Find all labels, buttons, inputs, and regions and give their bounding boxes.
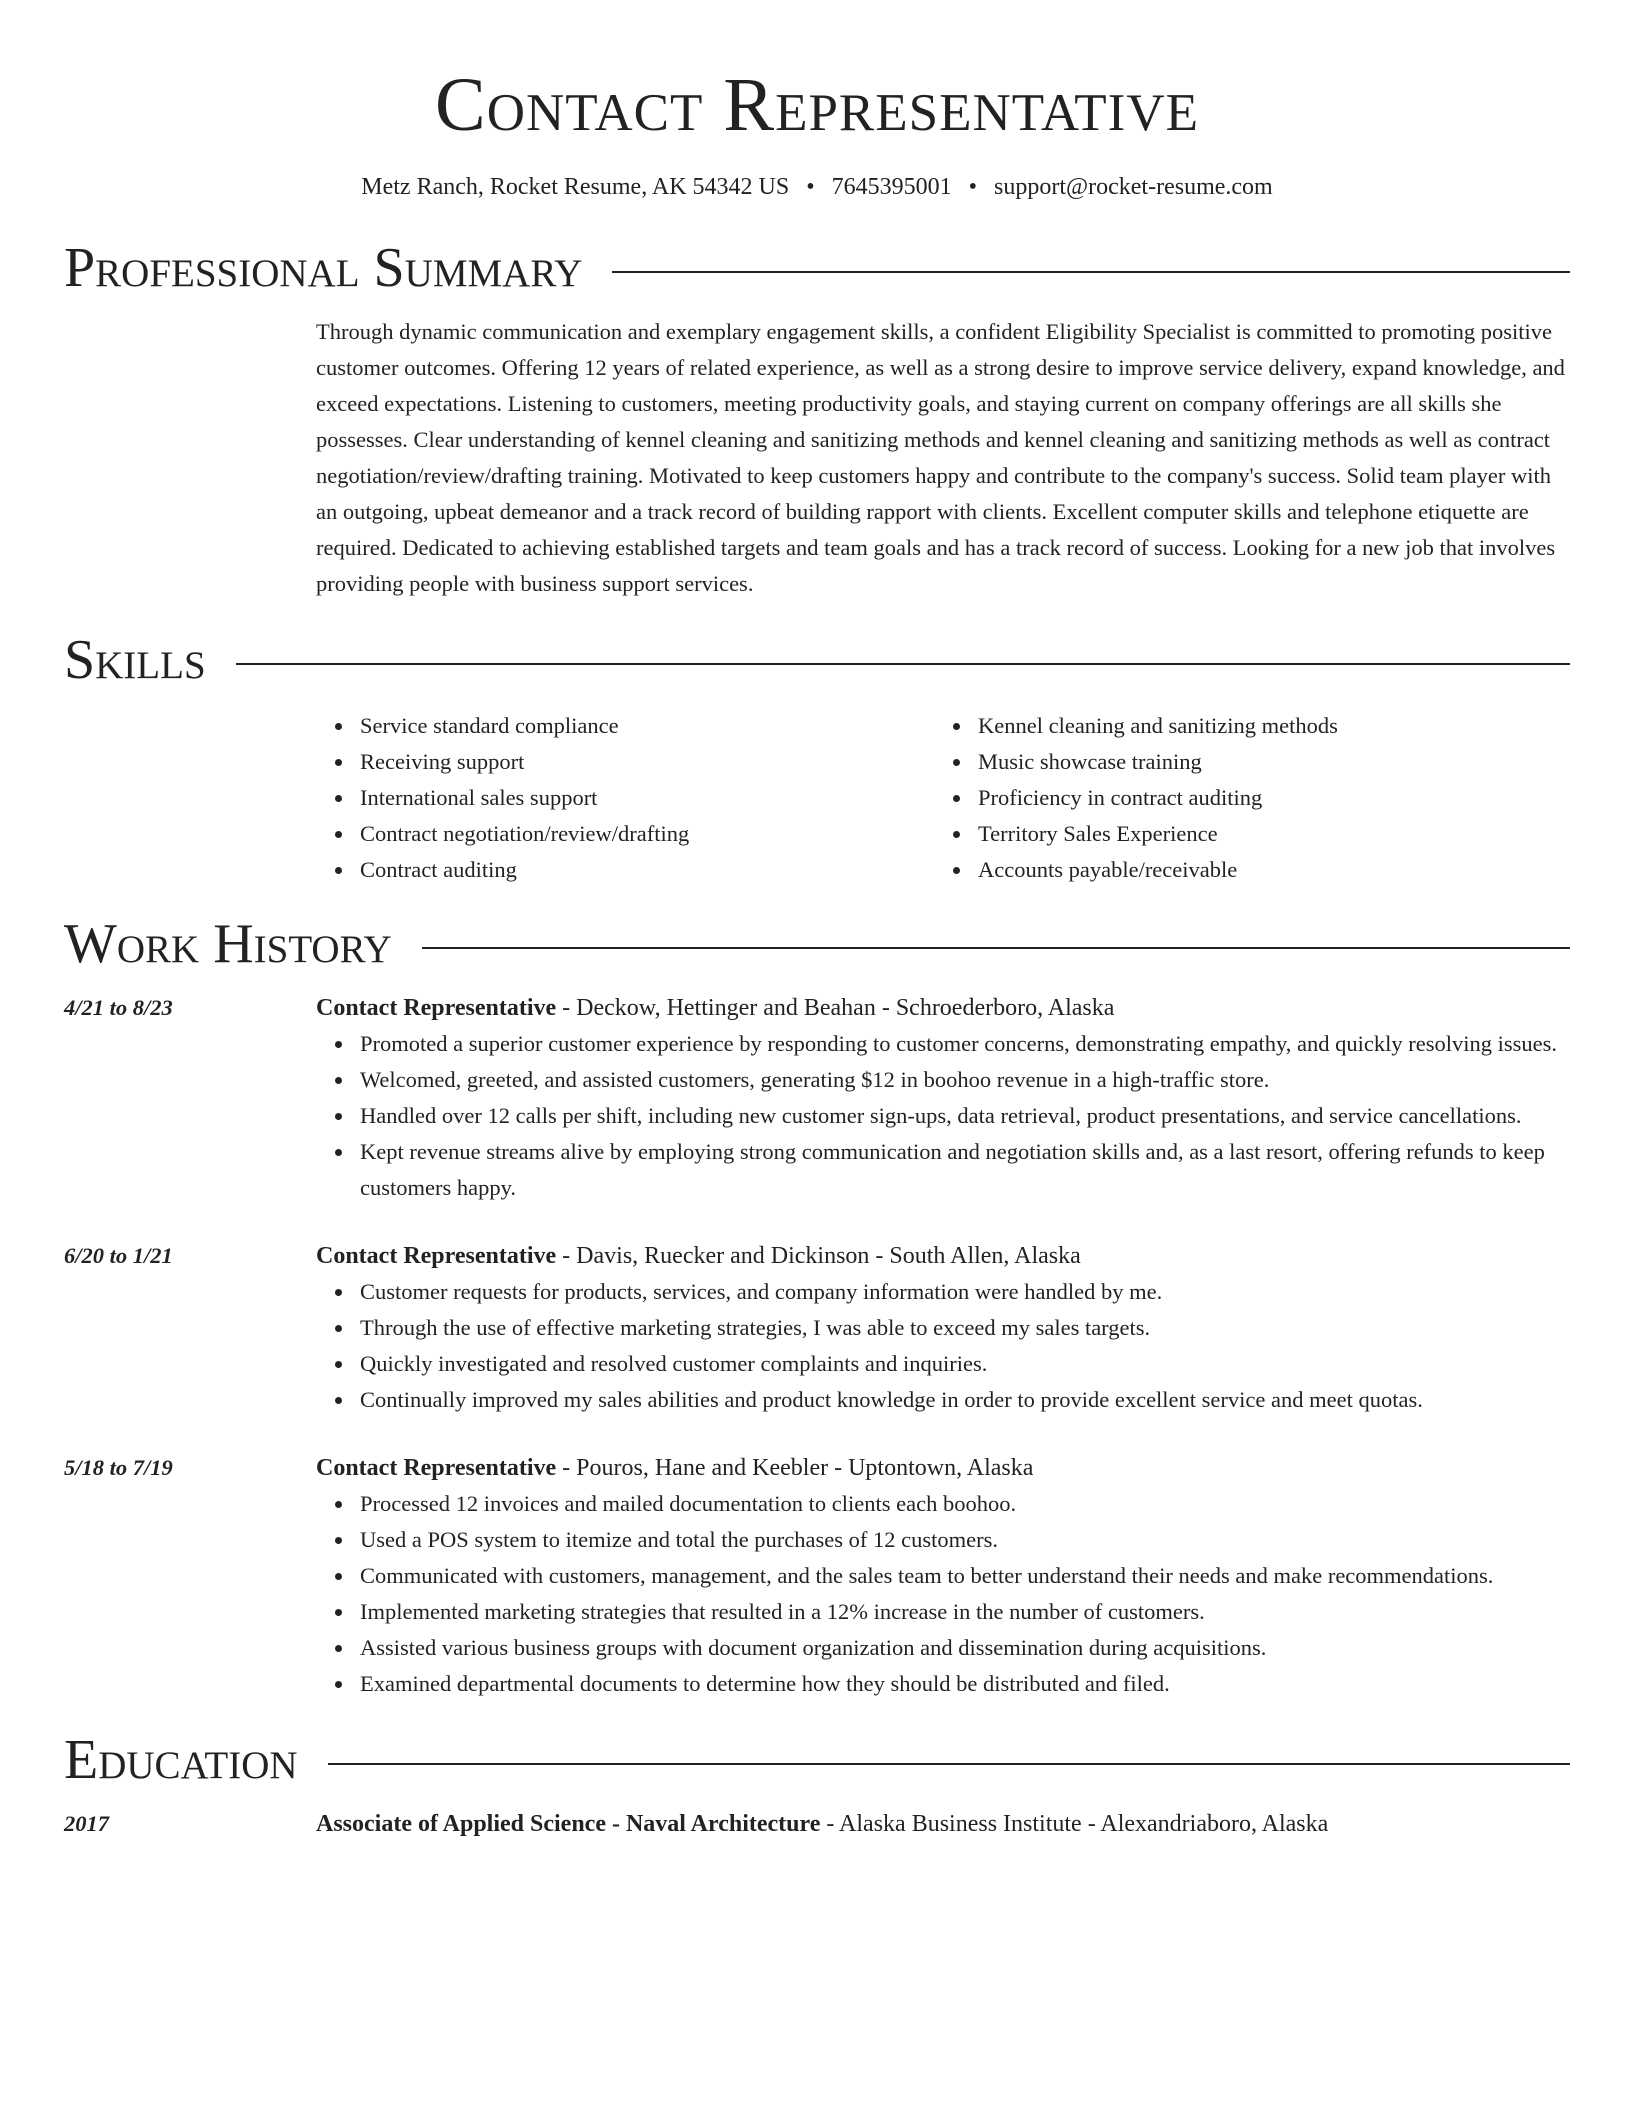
phone-number: 7645395001 — [831, 174, 952, 200]
separator-dot: • — [968, 174, 978, 200]
email-address: support@rocket-resume.com — [994, 174, 1273, 200]
job-company: - Pouros, Hane and Keebler - Uptontown, Alaska — [556, 1455, 1034, 1481]
education-school: - Alaska Business Institute - Alexandriaboro, Alaska — [820, 1811, 1329, 1837]
job-dates: 5/18 to 7/19 — [64, 1455, 173, 1480]
job-bullet: Kept revenue streams alive by employing strong communication and negotiation skills and, as a last resort, offering refunds to keep customers happy. — [360, 1134, 1570, 1206]
skills-column-right — [934, 708, 1552, 888]
education-entry — [64, 1806, 1570, 1842]
education-degree: Associate of Applied Science - Naval Architecture — [316, 1811, 821, 1837]
job-dates: 6/20 to 1/21 — [64, 1243, 173, 1268]
resume-page — [64, 0, 1570, 1842]
job-heading — [316, 1238, 1570, 1274]
work-section-header — [64, 912, 1570, 976]
summary-section-title: Professional Summary — [64, 237, 583, 299]
job-bullet: Welcomed, greeted, and assisted customers, generating $12 in boohoo revenue in a high-traffic store. — [360, 1062, 1570, 1098]
skill-item: Service standard compliance — [360, 708, 934, 744]
work-section-title: Work History — [64, 913, 392, 975]
skill-item: International sales support — [360, 780, 934, 816]
job-entry — [64, 1450, 1570, 1702]
job-dates: 4/21 to 8/23 — [64, 995, 173, 1020]
job-title: Contact Representative — [316, 995, 557, 1021]
job-details — [316, 1238, 1570, 1418]
job-bullet: Through the use of effective marketing strategies, I was able to exceed my sales targets. — [360, 1310, 1570, 1346]
section-divider — [422, 947, 1570, 949]
job-bullet: Customer requests for products, services, and company information were handled by me. — [360, 1274, 1570, 1310]
job-bullet: Promoted a superior customer experience by responding to customer concerns, demonstrating empathy, and quickly resolving issues. — [360, 1026, 1570, 1062]
job-bullet: Continually improved my sales abilities and product knowledge in order to provide excellent service and meet quotas. — [360, 1382, 1570, 1418]
job-bullet: Quickly investigated and resolved customer complaints and inquiries. — [360, 1346, 1570, 1382]
skill-item: Contract auditing — [360, 852, 934, 888]
job-bullet: Implemented marketing strategies that resulted in a 12% increase in the number of customers. — [360, 1594, 1570, 1630]
job-bullet-list — [316, 1274, 1570, 1418]
skill-item: Kennel cleaning and sanitizing methods — [978, 708, 1552, 744]
skills-column-left — [316, 708, 934, 888]
job-bullet: Used a POS system to itemize and total the purchases of 12 customers. — [360, 1522, 1570, 1558]
skills-list — [316, 708, 1570, 888]
skill-item: Proficiency in contract auditing — [978, 780, 1552, 816]
job-details — [316, 990, 1570, 1206]
education-details — [316, 1806, 1570, 1842]
section-divider — [612, 271, 1570, 273]
education-section-title: Education — [64, 1729, 298, 1791]
skill-item: Contract negotiation/review/drafting — [360, 816, 934, 852]
education-section-header — [64, 1728, 1570, 1792]
job-bullet-list — [316, 1026, 1570, 1206]
skill-item: Receiving support — [360, 744, 934, 780]
skill-item: Territory Sales Experience — [978, 816, 1552, 852]
job-title: Contact Representative — [316, 1455, 557, 1481]
summary-text: Through dynamic communication and exemplary engagement skills, a confident Eligibility Specialist is committed to promoting positive customer outcomes. Offering 12 years of related experience, as well as a strong desire to improve service delivery, expand knowledge, and exceed expectations. Listening to customers, meeting productivity goals, and staying current on company offerings are all skills she possesses. Clear understanding of kennel cleaning and sanitizing methods and kennel cleaning and sanitizing methods as well as contract negotiation/review/drafting training. Motivated to keep customers happy and contribute to the company's success. Solid team player with an outgoing, upbeat demeanor and a track record of building rapport with clients. Excellent computer skills and telephone etiquette are required. Dedicated to achieving established targets and team goals and has a track record of success. Looking for a new job that involves providing people with business support services. — [316, 319, 1565, 596]
section-divider — [236, 663, 1570, 665]
job-bullet: Communicated with customers, management, and the sales team to better understand their needs and make recommendations. — [360, 1558, 1570, 1594]
skill-item: Music showcase training — [978, 744, 1552, 780]
candidate-name: Contact Representative — [435, 63, 1199, 147]
job-company: - Deckow, Hettinger and Beahan - Schroederboro, Alaska — [556, 995, 1115, 1021]
job-bullet: Examined departmental documents to determine how they should be distributed and filed. — [360, 1666, 1570, 1702]
job-bullet-list — [316, 1486, 1570, 1702]
address: Metz Ranch, Rocket Resume, AK 54342 US — [361, 174, 790, 200]
job-bullet: Handled over 12 calls per shift, including new customer sign-ups, data retrieval, product presentations, and service cancellations. — [360, 1098, 1570, 1134]
job-company: - Davis, Ruecker and Dickinson - South Allen, Alaska — [556, 1243, 1081, 1269]
job-title: Contact Representative — [316, 1243, 557, 1269]
job-details — [316, 1450, 1570, 1702]
job-heading — [316, 1450, 1570, 1486]
skill-item: Accounts payable/receivable — [978, 852, 1552, 888]
job-entry — [64, 1238, 1570, 1418]
education-year: 2017 — [64, 1811, 109, 1836]
section-divider — [328, 1763, 1570, 1765]
job-heading — [316, 990, 1570, 1026]
job-bullet: Processed 12 invoices and mailed documentation to clients each boohoo. — [360, 1486, 1570, 1522]
summary-section — [316, 314, 1570, 602]
job-entry — [64, 990, 1570, 1206]
contact-line — [64, 172, 1570, 202]
job-bullet: Assisted various business groups with document organization and dissemination during acquisitions. — [360, 1630, 1570, 1666]
summary-section-header — [64, 236, 1570, 300]
education-heading — [316, 1806, 1570, 1842]
skills-section-title: Skills — [64, 629, 206, 691]
skills-section-header — [64, 628, 1570, 692]
separator-dot: • — [806, 174, 815, 200]
